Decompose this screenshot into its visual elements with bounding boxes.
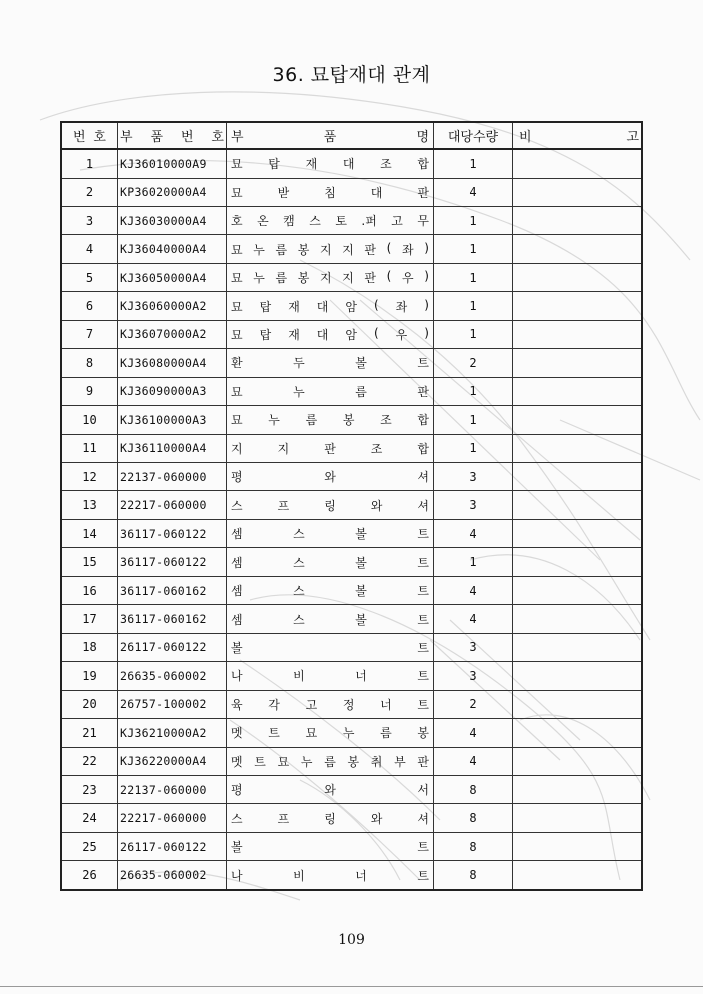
row-no	[61, 605, 118, 633]
row-part-name-text: 나 비 너 트	[231, 868, 429, 883]
row-part-name	[227, 491, 434, 519]
row-part-name	[227, 633, 434, 661]
row-remark	[513, 519, 643, 547]
row-part-name	[227, 349, 434, 377]
table-row	[61, 178, 642, 206]
row-no-text: 17	[82, 612, 97, 627]
row-remark	[513, 377, 643, 405]
row-remark	[513, 605, 643, 633]
row-no-text: 21	[82, 725, 97, 740]
row-qty-text: 3	[469, 640, 477, 655]
row-remark	[513, 548, 643, 576]
row-part-name	[227, 690, 434, 718]
row-qty	[434, 861, 513, 890]
row-no	[61, 719, 118, 747]
row-part-name	[227, 804, 434, 832]
row-no-text: 10	[82, 412, 97, 427]
row-qty-text: 1	[469, 327, 477, 342]
row-qty-text: 3	[469, 469, 477, 484]
row-no	[61, 519, 118, 547]
table-row	[61, 434, 642, 462]
row-no-text: 11	[82, 441, 97, 456]
row-no	[61, 776, 118, 804]
row-part-name	[227, 519, 434, 547]
row-qty	[434, 690, 513, 718]
row-qty-text: 2	[469, 697, 477, 712]
table-row	[61, 519, 642, 547]
row-qty-text: 8	[469, 782, 477, 797]
row-part-name-text: 묘 누 름 판	[231, 384, 429, 399]
row-no	[61, 463, 118, 491]
parts-table	[60, 121, 643, 891]
table-row	[61, 548, 642, 576]
row-part-name	[227, 747, 434, 775]
row-no	[61, 804, 118, 832]
row-part-no-text: KJ36050000A4	[120, 270, 207, 285]
row-part-no	[118, 149, 227, 178]
row-no	[61, 263, 118, 291]
row-part-no-text: KJ36110000A4	[120, 441, 207, 456]
row-part-no	[118, 263, 227, 291]
row-part-name-text: 호 온 캠 스 토 .퍼 고 무	[231, 214, 429, 229]
row-qty-text: 4	[469, 754, 477, 769]
row-part-no-text: KJ36070000A2	[120, 327, 207, 342]
table-row	[61, 832, 642, 860]
row-qty-text: 4	[469, 612, 477, 627]
row-no-text: 14	[82, 526, 97, 541]
row-remark	[513, 776, 643, 804]
row-part-no	[118, 548, 227, 576]
row-no-text: 6	[85, 299, 94, 314]
row-part-no-text: 22137-060000	[120, 469, 207, 484]
row-qty-text: 3	[469, 498, 477, 513]
row-no	[61, 206, 118, 234]
row-qty	[434, 434, 513, 462]
row-part-name	[227, 235, 434, 263]
row-no	[61, 178, 118, 206]
row-part-name	[227, 149, 434, 178]
table-row	[61, 690, 642, 718]
row-part-no-text: KJ36100000A3	[120, 412, 207, 427]
row-part-no-text: 36117-060162	[120, 583, 207, 598]
row-remark	[513, 491, 643, 519]
row-part-name	[227, 548, 434, 576]
row-part-no	[118, 320, 227, 348]
row-part-name-text: 지 지 판 조 합	[231, 441, 429, 456]
row-qty	[434, 320, 513, 348]
row-no-text: 8	[85, 355, 94, 370]
row-part-no	[118, 633, 227, 661]
row-no-text: 24	[82, 811, 97, 826]
row-part-no-text: KJ36090000A3	[120, 384, 207, 399]
row-no	[61, 576, 118, 604]
row-no-text: 16	[82, 583, 97, 598]
row-remark	[513, 662, 643, 690]
row-no-text: 5	[85, 270, 94, 285]
row-qty-text: 1	[469, 412, 477, 427]
row-part-name	[227, 463, 434, 491]
row-qty	[434, 804, 513, 832]
row-part-no	[118, 861, 227, 890]
row-qty	[434, 519, 513, 547]
row-remark	[513, 349, 643, 377]
table-row	[61, 605, 642, 633]
row-remark	[513, 178, 643, 206]
row-qty	[434, 463, 513, 491]
row-part-no	[118, 804, 227, 832]
row-part-name-text: 볼 트	[231, 640, 429, 655]
table-row	[61, 377, 642, 405]
page-title: 36. 묘탑재대 관계	[272, 64, 431, 86]
row-part-no-text: KJ36220000A4	[120, 754, 207, 769]
row-no-text: 26	[82, 868, 97, 883]
row-qty	[434, 832, 513, 860]
row-remark	[513, 292, 643, 320]
row-part-name-text: 멧 트 묘 누 름 봉	[231, 726, 429, 741]
row-part-name-text: 스 프 링 와 셔	[231, 498, 429, 513]
row-qty-text: 1	[469, 242, 477, 257]
row-part-no	[118, 206, 227, 234]
row-qty-text: 8	[469, 839, 477, 854]
row-no	[61, 320, 118, 348]
row-part-name-text: 스 프 링 와 셔	[231, 811, 429, 826]
row-remark	[513, 747, 643, 775]
row-part-no-text: 26757-100002	[120, 697, 207, 712]
row-part-name	[227, 861, 434, 890]
row-qty	[434, 491, 513, 519]
table-row	[61, 235, 642, 263]
row-qty	[434, 263, 513, 291]
row-part-name-text: 평 와 서	[231, 783, 429, 798]
table-row	[61, 633, 642, 661]
row-no-text: 7	[85, 327, 94, 342]
row-no	[61, 747, 118, 775]
table-row	[61, 804, 642, 832]
table-row	[61, 320, 642, 348]
table-row	[61, 576, 642, 604]
row-no-text: 22	[82, 754, 97, 769]
row-part-no-text: KJ36040000A4	[120, 242, 207, 257]
row-part-no-text: 26635-060002	[120, 868, 207, 883]
row-qty	[434, 662, 513, 690]
row-no-text: 3	[85, 213, 94, 228]
row-part-no	[118, 292, 227, 320]
row-no-text: 15	[82, 555, 97, 570]
row-part-name-text: 묘 누 름 봉 조 합	[231, 413, 429, 428]
row-part-no	[118, 690, 227, 718]
row-qty	[434, 349, 513, 377]
row-part-no	[118, 519, 227, 547]
row-part-no	[118, 776, 227, 804]
row-no	[61, 292, 118, 320]
table-row	[61, 463, 642, 491]
row-qty-text: 1	[469, 384, 477, 399]
row-no	[61, 690, 118, 718]
row-remark	[513, 263, 643, 291]
row-part-no-text: 22137-060000	[120, 782, 207, 797]
row-no-text: 13	[82, 498, 97, 513]
row-remark	[513, 861, 643, 890]
row-part-name	[227, 719, 434, 747]
row-part-name-text: 환 두 볼 트	[231, 356, 429, 371]
row-qty-text: 1	[469, 213, 477, 228]
row-part-no-text: 26117-060122	[120, 839, 207, 854]
row-qty	[434, 292, 513, 320]
row-no	[61, 406, 118, 434]
row-remark	[513, 149, 643, 178]
row-part-name	[227, 662, 434, 690]
row-part-name	[227, 263, 434, 291]
header-qty: 대당수량	[434, 122, 513, 149]
row-part-no-text: 26117-060122	[120, 640, 207, 655]
row-qty	[434, 776, 513, 804]
row-part-no-text: KJ36210000A2	[120, 725, 207, 740]
row-part-no	[118, 349, 227, 377]
row-qty-text: 8	[469, 868, 477, 883]
row-part-no-text: KJ36060000A2	[120, 299, 207, 314]
row-no	[61, 491, 118, 519]
row-no-text: 12	[82, 469, 97, 484]
table-row	[61, 719, 642, 747]
row-part-name	[227, 292, 434, 320]
header-part-no: 부 품 번 호	[118, 122, 227, 149]
row-remark	[513, 463, 643, 491]
row-qty-text: 3	[469, 668, 477, 683]
row-part-name-text: 나 비 너 트	[231, 669, 429, 684]
row-qty	[434, 548, 513, 576]
table-row	[61, 349, 642, 377]
row-qty	[434, 605, 513, 633]
row-no	[61, 235, 118, 263]
row-no-text: 19	[82, 668, 97, 683]
row-part-no-text: KJ36080000A4	[120, 355, 207, 370]
row-part-name-text: 묘 누 름 봉 지 지 판 ( 좌 )	[231, 240, 429, 257]
row-no	[61, 434, 118, 462]
row-part-name	[227, 832, 434, 860]
row-part-name-text: 볼 트	[231, 840, 429, 855]
row-no-text: 9	[85, 384, 94, 399]
row-part-name-text: 묘 탑 재 대 암 ( 우 )	[231, 325, 429, 342]
table-header-row	[61, 122, 642, 149]
row-no	[61, 861, 118, 890]
row-part-name-text: 셈 스 볼 트	[231, 584, 429, 599]
row-qty-text: 4	[469, 185, 477, 200]
table-row	[61, 491, 642, 519]
table-row	[61, 406, 642, 434]
row-part-no-text: 26635-060002	[120, 668, 207, 683]
row-part-no-text: KJ36010000A9	[120, 156, 207, 171]
page-edge-line	[0, 986, 703, 987]
table-row	[61, 662, 642, 690]
row-part-name-text: 묘 탑 재 대 암 ( 좌 )	[231, 297, 429, 314]
row-part-no	[118, 662, 227, 690]
header-no: 번 호	[61, 122, 118, 149]
row-part-name-text: 육 각 고 정 너 트	[231, 697, 429, 712]
row-part-name	[227, 320, 434, 348]
row-part-no	[118, 434, 227, 462]
row-remark	[513, 206, 643, 234]
row-qty	[434, 406, 513, 434]
row-remark	[513, 804, 643, 832]
row-qty-text: 8	[469, 811, 477, 826]
row-qty-text: 1	[469, 270, 477, 285]
row-qty	[434, 633, 513, 661]
table-row	[61, 776, 642, 804]
row-no	[61, 832, 118, 860]
row-part-no-text: 22217-060000	[120, 811, 207, 826]
row-remark	[513, 832, 643, 860]
row-qty-text: 4	[469, 583, 477, 598]
row-part-name	[227, 576, 434, 604]
row-no	[61, 377, 118, 405]
table-row	[61, 263, 642, 291]
row-qty-text: 1	[469, 156, 477, 171]
row-qty	[434, 719, 513, 747]
row-part-name	[227, 377, 434, 405]
row-qty-text: 1	[469, 299, 477, 314]
row-qty-text: 4	[469, 725, 477, 740]
row-no	[61, 633, 118, 661]
row-part-no	[118, 605, 227, 633]
row-qty	[434, 149, 513, 178]
row-no-text: 2	[85, 185, 94, 200]
row-part-no	[118, 491, 227, 519]
row-part-no-text: 36117-060162	[120, 612, 207, 627]
row-part-name-text: 묘 누 름 봉 지 지 판 ( 우 )	[231, 269, 429, 286]
row-remark	[513, 434, 643, 462]
row-part-no	[118, 832, 227, 860]
row-no-text: 20	[82, 697, 97, 712]
row-part-no	[118, 463, 227, 491]
row-part-no	[118, 406, 227, 434]
row-part-name-text: 묘 받 침 대 판	[231, 185, 429, 200]
row-part-no	[118, 235, 227, 263]
table-row	[61, 149, 642, 178]
row-qty	[434, 178, 513, 206]
row-qty-text: 1	[469, 441, 477, 456]
row-part-no-text: 36117-060122	[120, 555, 207, 570]
row-part-no	[118, 178, 227, 206]
row-part-no	[118, 747, 227, 775]
row-no-text: 4	[85, 242, 94, 257]
row-part-name	[227, 206, 434, 234]
row-qty	[434, 206, 513, 234]
row-remark	[513, 576, 643, 604]
row-part-no-text: 36117-060122	[120, 526, 207, 541]
row-part-name-text: 묘 탑 재 대 조 합	[231, 157, 429, 172]
row-no	[61, 349, 118, 377]
table-row	[61, 292, 642, 320]
row-part-name	[227, 434, 434, 462]
row-qty	[434, 576, 513, 604]
row-part-name	[227, 406, 434, 434]
row-part-no	[118, 576, 227, 604]
row-part-name-text: 평 와 셔	[231, 470, 429, 485]
row-qty-text: 2	[469, 355, 477, 370]
row-no-text: 23	[82, 782, 97, 797]
row-part-no-text: KP36020000A4	[120, 185, 207, 200]
row-part-no	[118, 719, 227, 747]
page-number: 109	[338, 932, 365, 948]
table-row	[61, 206, 642, 234]
row-part-name-text: 셈 스 볼 트	[231, 612, 429, 627]
row-part-no-text: KJ36030000A4	[120, 213, 207, 228]
table-row	[61, 861, 642, 890]
row-no-text: 25	[82, 839, 97, 854]
row-qty-text: 4	[469, 526, 477, 541]
row-no	[61, 149, 118, 178]
row-remark	[513, 320, 643, 348]
row-remark	[513, 690, 643, 718]
header-remark: 비 고	[513, 122, 643, 149]
row-part-name-text: 멧 트 묘 누 름 봉 취 부 판	[231, 754, 429, 769]
table-row	[61, 747, 642, 775]
header-part-name: 부 품 명	[227, 122, 434, 149]
row-part-name	[227, 776, 434, 804]
row-part-name-text: 셈 스 볼 트	[231, 527, 429, 542]
row-qty-text: 1	[469, 555, 477, 570]
row-part-name	[227, 178, 434, 206]
row-part-name-text: 셈 스 볼 트	[231, 555, 429, 570]
row-remark	[513, 633, 643, 661]
row-qty	[434, 377, 513, 405]
row-part-name	[227, 605, 434, 633]
row-part-no	[118, 377, 227, 405]
row-qty	[434, 747, 513, 775]
row-remark	[513, 719, 643, 747]
row-no-text: 18	[82, 640, 97, 655]
row-part-no-text: 22217-060000	[120, 498, 207, 513]
row-no	[61, 662, 118, 690]
row-remark	[513, 406, 643, 434]
row-no	[61, 548, 118, 576]
row-no-text: 1	[85, 156, 94, 171]
row-qty	[434, 235, 513, 263]
row-remark	[513, 235, 643, 263]
